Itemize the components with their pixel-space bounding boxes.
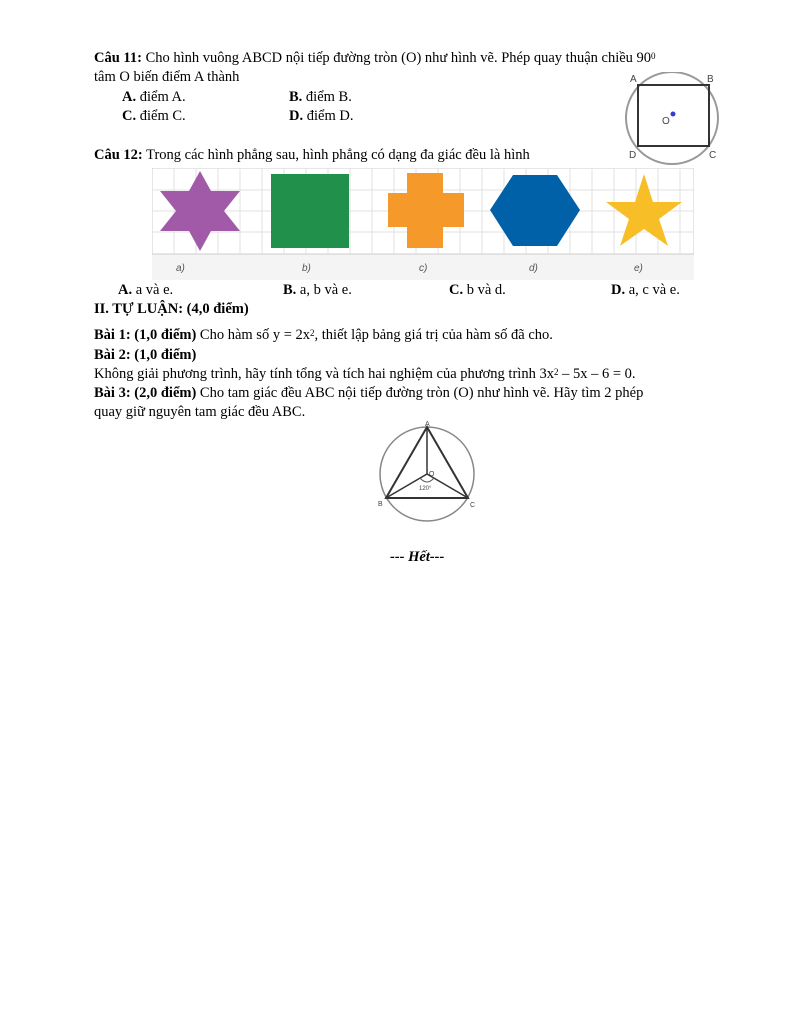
q11-square-circle-figure: [612, 72, 736, 172]
q11-option-c: C. điểm C.: [122, 108, 186, 124]
square-icon: [271, 174, 349, 248]
label-a: A: [630, 74, 637, 85]
bai2-label: Bài 2: (1,0 điểm): [94, 347, 197, 363]
bai1: Bài 1: (1,0 điểm) Cho hàm số $y = 2x^2$, thiết lập bảng giá trị của hàm số đã cho.: [94, 327, 553, 343]
center-point: [671, 112, 676, 117]
q12-option-c: C. b và d.: [449, 282, 506, 298]
label-o: O: [662, 116, 670, 127]
label-d: D: [629, 150, 637, 161]
q11-line2: tâm O biến điểm A thành: [94, 69, 240, 85]
bai3-label: Bài 3: (2,0 điểm): [94, 385, 197, 401]
bai3-triangle-figure: [370, 418, 480, 530]
label-c: C: [709, 150, 717, 161]
q11-text: Cho hình vuông ABCD nội tiếp đường tròn (O) như hình vẽ. Phép quay thuận chiều 90: [141, 50, 652, 66]
shape-label-a: a): [176, 263, 185, 274]
label-a: A: [425, 421, 430, 428]
part2-heading: II. TỰ LUẬN: (4,0 điểm): [94, 301, 249, 317]
q11-degree: 0: [651, 51, 656, 61]
bai2-text: Không giải phương trình, hãy tính tổng và tích hai nghiệm của phương trình $3x^2 - 5x - 6 = 0$.: [94, 366, 636, 382]
q12-option-b: B. a, b và e.: [283, 282, 352, 298]
q11-label: Câu 11:: [94, 50, 142, 66]
bai3-line1: Bài 3: (2,0 điểm) Cho tam giác đều ABC nội tiếp đường tròn (O) như hình vẽ. Hãy tìm 2 phép: [94, 385, 644, 401]
q11-option-b: B. điểm B.: [289, 89, 352, 105]
shape-label-b: b): [302, 263, 311, 274]
q12-line1: [94, 146, 530, 164]
angle-label: 120°: [419, 486, 432, 492]
q11-option-d: D. điểm D.: [289, 108, 354, 124]
q11-line1: [94, 49, 656, 67]
q11-option-a: A. điểm A.: [122, 89, 186, 105]
end-marker: --- Hết---: [390, 549, 445, 565]
q12-option-d: D. a, c và e.: [611, 282, 680, 298]
q12-option-a: A. a và e.: [118, 282, 174, 298]
label-b: B: [378, 501, 383, 508]
shape-label-e: e): [634, 263, 643, 274]
shape-label-d: d): [529, 263, 538, 274]
bai1-label: Bài 1: (1,0 điểm): [94, 327, 197, 343]
q12-shapes-figure: [152, 168, 694, 280]
q12-label: Câu 12:: [94, 147, 143, 163]
label-o: O: [429, 471, 435, 478]
label-b: B: [707, 74, 714, 85]
shape-label-c: c): [419, 263, 428, 274]
label-c: C: [470, 502, 476, 509]
q12-text: Trong các hình phẳng sau, hình phẳng có dạng đa giác đều là hình: [142, 147, 530, 163]
bai3-line2: quay giữ nguyên tam giác đều ABC.: [94, 404, 306, 420]
